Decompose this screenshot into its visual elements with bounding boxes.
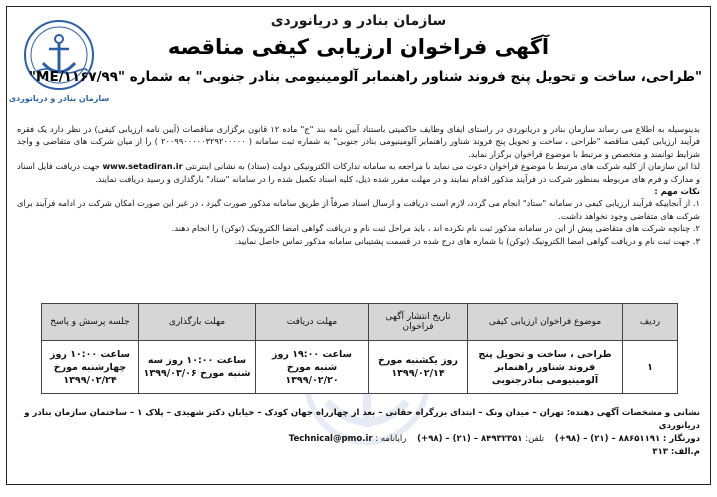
email-label: رایانامه : xyxy=(375,434,407,444)
setad-website-link[interactable]: www.setadiran.ir xyxy=(102,161,183,172)
header-upload-deadline: مهلت بارگذاری xyxy=(139,304,256,341)
table-row xyxy=(42,341,678,394)
ad-code: م.الف: ۳۱۳ xyxy=(652,447,700,457)
table-header-row xyxy=(42,304,678,341)
row-publish-date: روز یکشنبه مورخ ۱۳۹۹/۰۲/۱۴ xyxy=(369,341,468,394)
notice-headline: آگهی فراخوان ارزیابی کیفی مناقصه xyxy=(167,35,550,59)
organization-name: سازمان بنادر و دریانوردی xyxy=(270,13,447,29)
note-item: ۲. چنانچه شرکت های متقاضی پیش از این در سامانه مذکور ثبت نام نکرده اند ، باید مراحل ثبت نام و دریافت گواهی امضا الکترونیک (توکن) را انجام دهند. xyxy=(171,223,700,234)
header-index: ردیف xyxy=(623,304,678,341)
tender-subject: "طراحی، ساخت و تحویل پنج فروند شناور راهنمابر آلومینیومی بنادر جنوبی" به شماره "۹۹/ME/۱۱۶۷" xyxy=(29,69,702,85)
header-subject: موضوع فراخوان ارزیابی کیفی xyxy=(468,304,623,341)
note-item: ۳. جهت ثبت نام و دریافت گواهی امضا الکترونیک (توکن) با شماره های درج شده در قسمت پشتیبانی سامانه مذکور تماس حاصل نمایید. xyxy=(234,235,700,246)
header-receive-deadline: مهلت دریافت xyxy=(256,304,369,341)
tender-notice xyxy=(6,6,711,485)
advertiser-address: نشانی و مشخصات آگهی دهنده: تهران – میدان ونک – ابتدای بزرگراه حقانی – بعد از چهارراه جهان کودک – خیابان دکتر شهیدی – پلاک ۱ – ساختمان سازمان بنادر و دریانوردی xyxy=(24,408,700,431)
row-index: ۱ xyxy=(623,341,678,394)
notice-body xyxy=(17,123,700,247)
email-address[interactable]: Technical@pmo.ir xyxy=(288,434,373,444)
tender-schedule-table xyxy=(41,303,678,394)
phone-number: ۸۴۹۳۲۳۵۱ – (۲۱) – (۹۸+) xyxy=(417,434,523,444)
anchor-emblem-icon xyxy=(8,13,110,105)
row-receive-deadline: ساعت ۱۹:۰۰ روز شنبه مورخ ۱۳۹۹/۰۲/۲۰ xyxy=(256,341,369,394)
invitation-paragraph xyxy=(17,160,700,185)
contact-line xyxy=(17,433,700,446)
row-qa-session: ساعت ۱۰:۰۰ روز چهارشنبه مورخ ۱۳۹۹/۰۲/۲۴ xyxy=(42,341,139,394)
invitation-text-start: لذا این سازمان از کلیه شرکت های مرتبط با موضوع فراخوان دعوت می نماید با مراجعه به سامانه تدارکات الکترونیکی دولت (ستاد) به نشانی اینترنتی xyxy=(182,161,700,172)
notes-title: نکات مهم : xyxy=(654,186,700,197)
ports-organization-logo xyxy=(8,13,110,105)
advertiser-contact xyxy=(17,407,700,459)
fax-number: ۸۸۶۵۱۱۹۱ – (۲۱) – (۹۸+) xyxy=(554,434,661,444)
phone-label: تلفن: xyxy=(525,434,545,444)
invitation-text-end: جهت دریافت فایل اسناد و مدارک و فرم های مربوطه بمنظور شرکت در فرآیند مذکور اقدام نمایند و در مهلت مقرر شده ذیل، کلیه اسناد تکمیل شده را در سامانه "ستاد" بارگذاری و رسید دریافت نمایند. xyxy=(17,161,700,184)
logo-caption: سازمان بنادر و دریانوردی xyxy=(8,94,110,103)
row-upload-deadline: ساعت ۱۰:۰۰ روز سه شنبه مورخ ۱۳۹۹/۰۳/۰۶ xyxy=(139,341,256,394)
note-item: ۱. از آنجاییکه فرآیند ارزیابی کیفی در سامانه "ستاد" انجام می گردد، لازم است دریافت و ارسال اسناد صرفاً از طریق سامانه مذکور صورت گیرد ، در غیر این صورت امکان شرکت در ادامه فرآیند برای شرکت های متقاضی وجود نخواهد داشت. xyxy=(17,198,700,221)
intro-paragraph: بدینوسیله به اطلاع می رساند سازمان بنادر و دریانوردی در راستای ایفای وظایف حاکمیتی باستناد آیین نامه بند "ج" ماده ۱۲ قانون برگزاری مناقصات (آیین نامه ارزیابی کیفی) در نظر دارد یک فقره فرآیند ارزیابی کیفی مناقصه "طراحی ، ساخت و تحویل پنج فروند شناور راهنمابر آلومینیومی بنادر جنوبی" به شماره ثبت سامانه ( ۲۰۰۹۹۰۰۰۰۰۳۲۹۲۰۰۰۰۰ ) را از میان شرکت های متقاضی و واجد شرایط توانمند و متخصص و مرتبط با موضوع فراخوان برگزار نماید. xyxy=(17,124,700,159)
row-subject: طراحی ، ساخت و تحویل پنج فروند شناور راهنمابر آلومینیومی بنادرجنوبی xyxy=(468,341,623,394)
header-publish-date: تاریخ انتشار آگهی فراخوان xyxy=(369,304,468,341)
header-qa-session: جلسه پرسش و پاسخ xyxy=(42,304,139,341)
fax-label: دورنگار : xyxy=(662,434,700,444)
